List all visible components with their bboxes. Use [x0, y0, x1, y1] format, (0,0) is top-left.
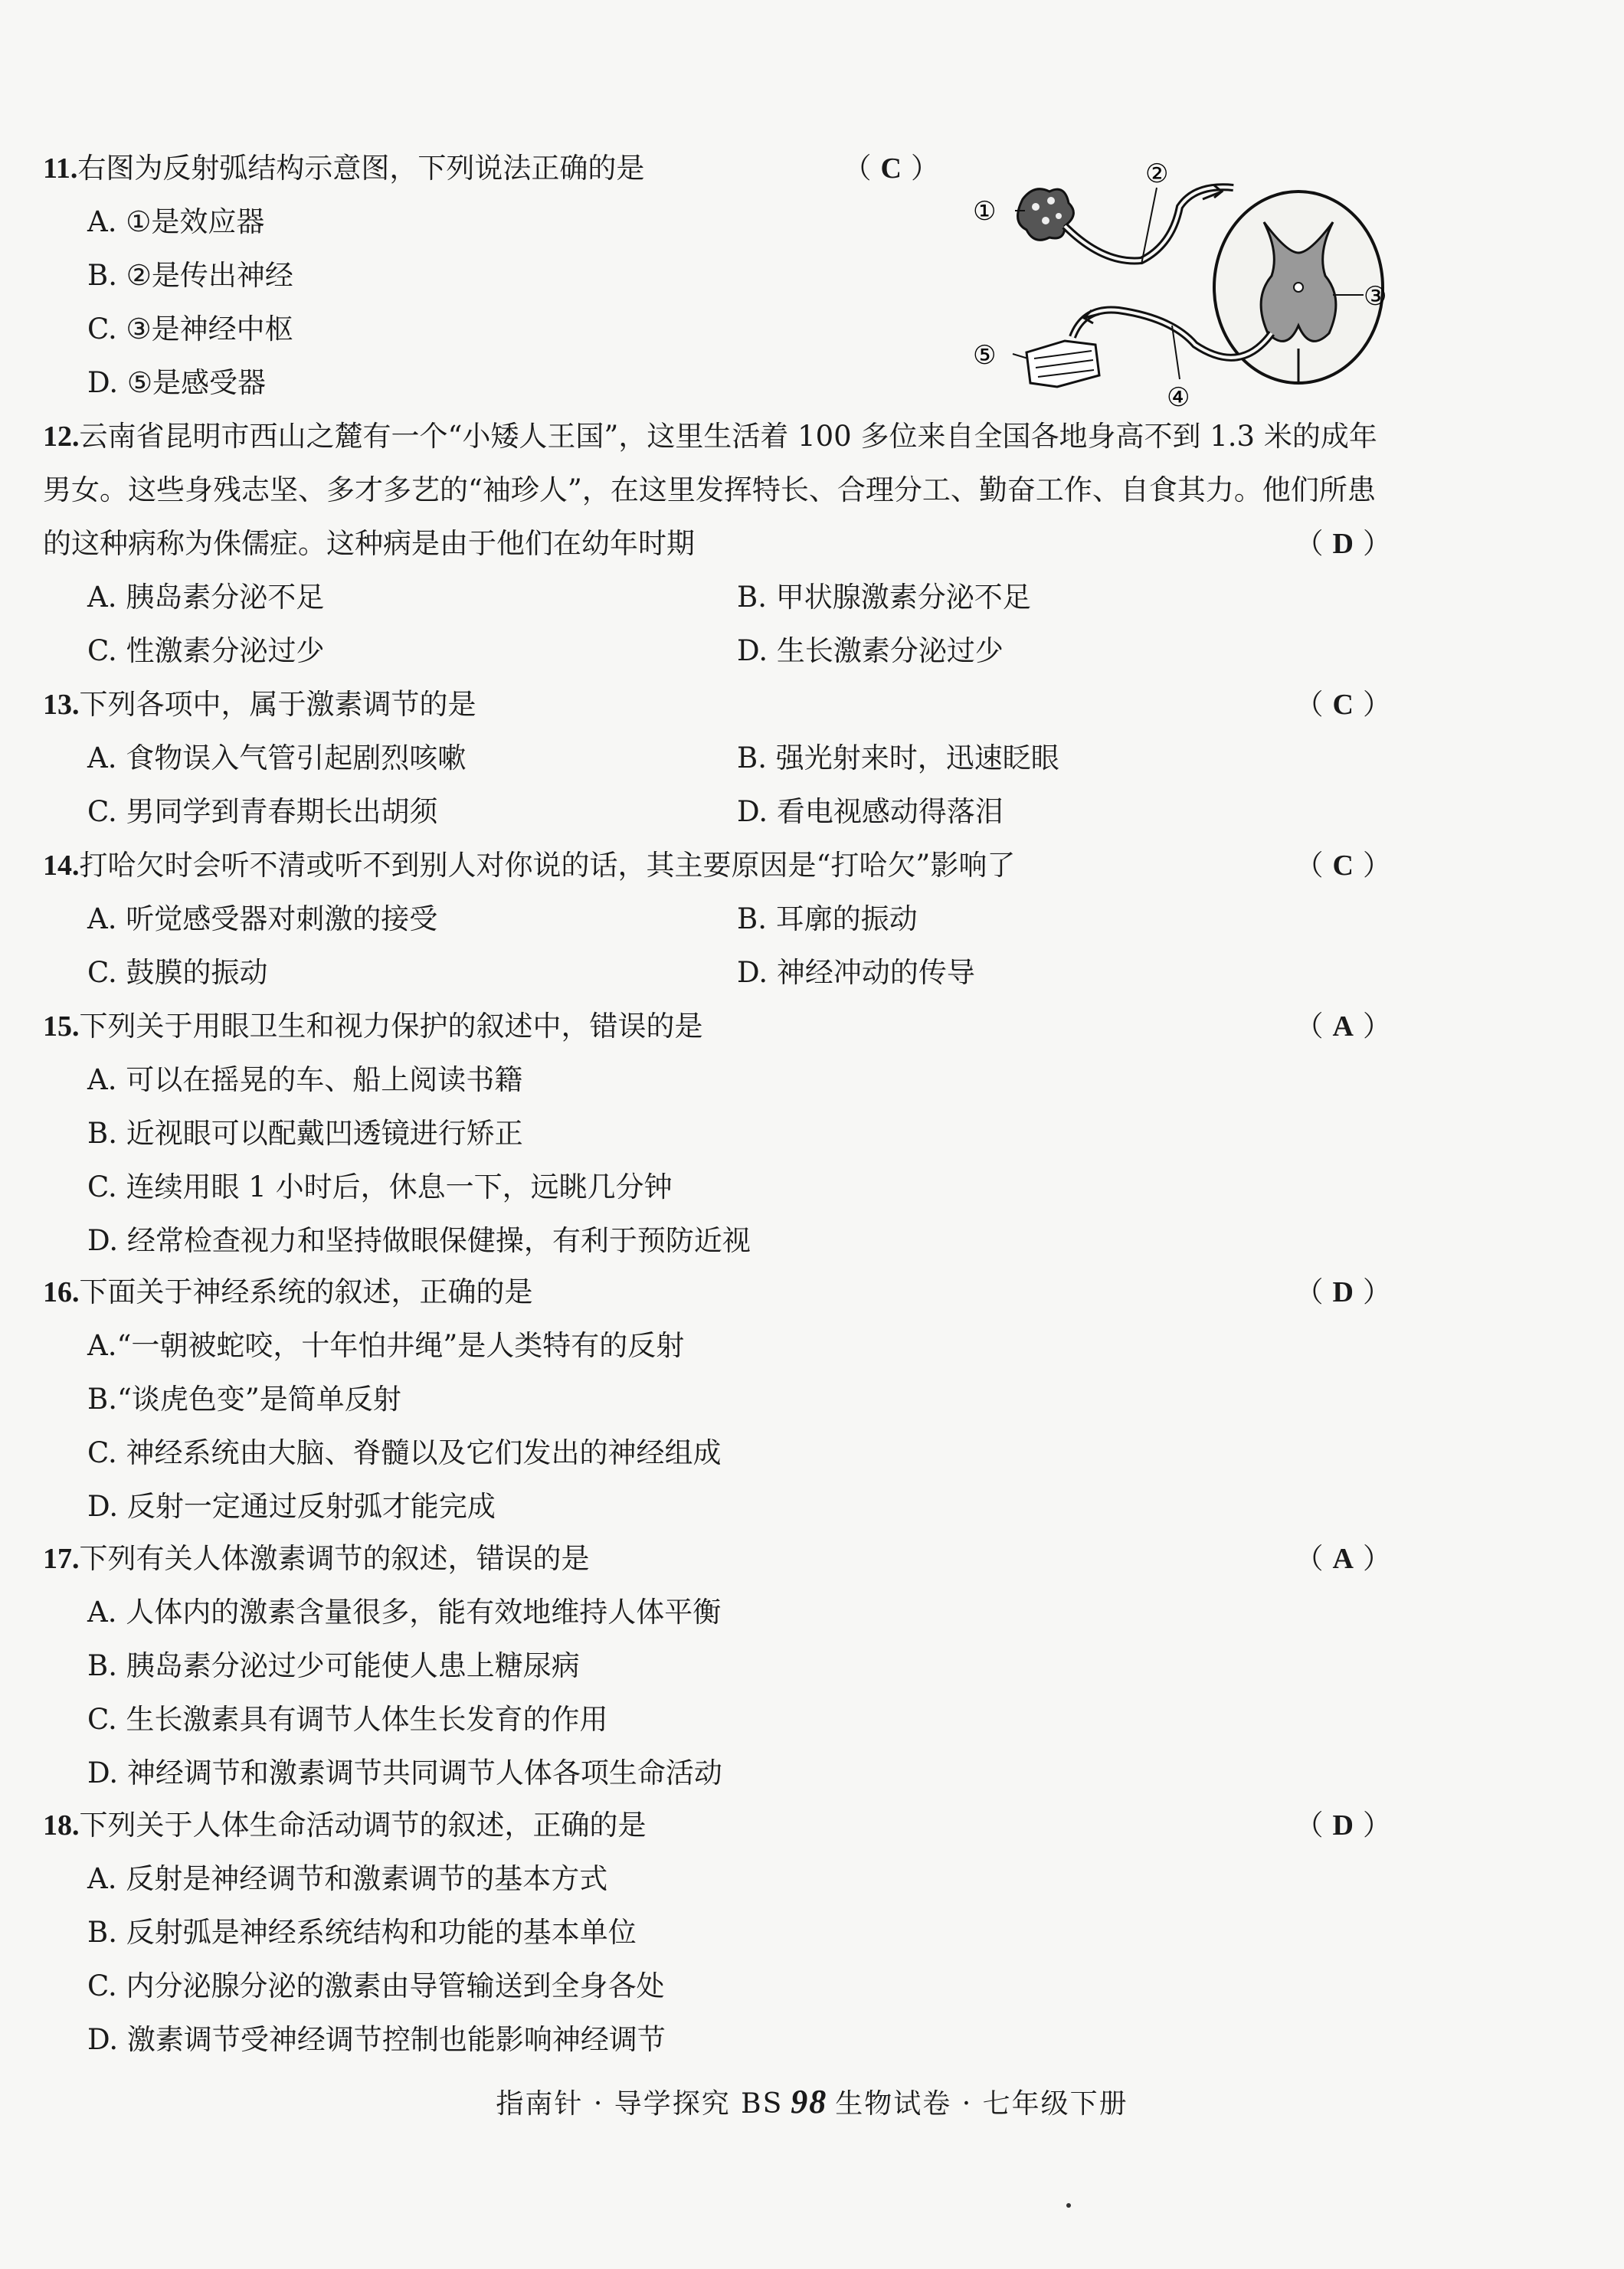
question-stem	[43, 1532, 1391, 1586]
option-list	[43, 1852, 1391, 2067]
option-a: A. 可以在摇晃的车、船上阅读书籍	[87, 1063, 523, 1096]
footer-series: 指南针 · 导学探究 BS	[496, 2088, 784, 2120]
option-d: D. 神经冲动的传导	[737, 956, 975, 989]
option-d: D. ⑤是感受器	[87, 366, 267, 399]
question-number: 16.	[43, 1276, 80, 1308]
option-b: B. 近视眼可以配戴凹透镜进行矫正	[87, 1117, 523, 1150]
question-stem	[43, 410, 1391, 571]
answer-letter: C	[1332, 689, 1354, 721]
question-number: 17.	[43, 1543, 80, 1575]
option-b: B. 甲状腺激素分泌不足	[737, 581, 1031, 614]
option-c: C. 性激素分泌过少	[87, 634, 325, 667]
option-d: D. 看电视感动得落泪	[737, 795, 1004, 828]
option-a: A. 反射是神经调节和激素调节的基本方式	[87, 1862, 608, 1895]
question-stem	[43, 1265, 1391, 1319]
question-text: 右图为反射弧结构示意图，下列说法正确的是	[77, 152, 645, 185]
option-d: D. 神经调节和激素调节共同调节人体各项生命活动	[87, 1757, 722, 1789]
question-stem	[43, 839, 1391, 892]
question-number: 15.	[43, 1010, 80, 1043]
question-stem	[43, 1000, 1391, 1053]
option-a: A. 人体内的激素含量很多，能有效地维持人体平衡	[87, 1596, 722, 1629]
question-12	[43, 410, 1391, 678]
answer-letter: A	[1332, 1010, 1354, 1043]
question-text: 云南省昆明市西山之麓有一个“小矮人王国”，这里生活着 100 多位来自全国各地身高不到 1.3 米的成年男女。这些身残志坚、多才多艺的“袖珍人”，在这里发挥特长、合理分工、勤奋工作、自食其力。他们所患的这种病称为侏儒症。这种病是由于他们在幼年时期	[43, 420, 1377, 560]
label-5: ⑤	[973, 340, 997, 371]
option-b: B.“谈虎色变”是简单反射	[87, 1383, 401, 1416]
label-3: ③	[1364, 281, 1387, 312]
option-c: C. ③是神经中枢	[87, 313, 293, 345]
answer-bracket: （ A ）	[1295, 1542, 1391, 1575]
page-number: 98	[791, 2083, 828, 2120]
option-d: D. 反射一定通过反射弧才能完成	[87, 1490, 496, 1523]
question-number: 18.	[43, 1809, 80, 1842]
question-stem	[43, 678, 1391, 732]
option-a: A.“一朝被蛇咬，十年怕井绳”是人类特有的反射	[87, 1329, 685, 1362]
option-list	[43, 732, 1391, 839]
question-text: 下列关于人体生命活动调节的叙述，正确的是	[79, 1809, 647, 1842]
footer-subject: 生物试卷 · 七年级下册	[835, 2088, 1128, 2120]
label-2: ②	[1145, 159, 1169, 189]
question-15	[43, 1000, 1391, 1268]
receptor-icon	[1018, 189, 1074, 241]
question-text: 下列有关人体激素调节的叙述，错误的是	[79, 1542, 590, 1575]
label-1: ①	[973, 196, 997, 227]
answer-letter: C	[880, 152, 902, 185]
question-17	[43, 1532, 1391, 1800]
option-a: A. 食物误入气管引起剧烈咳嗽	[87, 742, 467, 774]
option-b: B. 耳廓的振动	[737, 902, 918, 935]
question-16	[43, 1265, 1391, 1534]
option-list	[43, 892, 1391, 1000]
answer-letter: D	[1332, 1809, 1354, 1842]
option-c: C. 内分泌腺分泌的激素由导管输送到全身各处	[87, 1969, 665, 2002]
question-text: 下列关于用眼卫生和视力保护的叙述中，错误的是	[79, 1010, 703, 1043]
reflex-arc-diagram	[950, 153, 1394, 414]
question-number: 11.	[43, 152, 78, 185]
answer-letter: D	[1332, 528, 1354, 560]
option-list	[43, 571, 1391, 678]
answer-bracket: （ C ）	[1295, 849, 1391, 882]
option-a: A. ①是效应器	[87, 205, 265, 238]
option-c: C. 神经系统由大脑、脊髓以及它们发出的神经组成	[87, 1436, 722, 1469]
effector-icon	[1026, 341, 1099, 387]
option-d: D. 生长激素分泌过少	[737, 634, 1004, 667]
option-c: C. 连续用眼 1 小时后，休息一下，远眺几分钟	[87, 1171, 673, 1203]
question-text: 下面关于神经系统的叙述，正确的是	[79, 1275, 533, 1308]
option-c: C. 鼓膜的振动	[87, 956, 268, 989]
speck	[1066, 2203, 1071, 2208]
question-text: 下列各项中，属于激素调节的是	[79, 688, 476, 721]
answer-bracket: （ D ）	[1295, 1809, 1391, 1842]
option-list	[43, 1319, 1391, 1534]
answer-letter: C	[1332, 850, 1354, 882]
option-d: D. 经常检查视力和坚持做眼保健操，有利于预防近视	[87, 1224, 751, 1257]
label-4: ④	[1167, 382, 1190, 413]
option-a: A. 听觉感受器对刺激的接受	[87, 902, 438, 935]
answer-bracket: （ D ）	[1295, 1275, 1391, 1308]
question-stem	[43, 1799, 1391, 1852]
option-c: C. 生长激素具有调节人体生长发育的作用	[87, 1703, 608, 1736]
answer-bracket: （ A ）	[1295, 1010, 1391, 1043]
answer-bracket: （ C ）	[843, 152, 939, 185]
answer-letter: D	[1332, 1276, 1354, 1308]
option-b: B. 胰岛素分泌过少可能使人患上糖尿病	[87, 1649, 580, 1682]
option-list	[43, 1053, 1391, 1268]
question-text: 打哈欠时会听不清或听不到别人对你说的话，其主要原因是“打哈欠”影响了	[79, 849, 1016, 882]
option-b: B. ②是传出神经	[87, 259, 293, 292]
option-c: C. 男同学到青春期长出胡须	[87, 795, 438, 828]
question-number: 13.	[43, 689, 80, 721]
answer-bracket: （ D ）	[1295, 527, 1391, 560]
option-a: A. 胰岛素分泌不足	[87, 581, 325, 614]
page-footer	[0, 2082, 1624, 2121]
answer-letter: A	[1332, 1543, 1354, 1575]
question-number: 14.	[43, 850, 80, 882]
question-18	[43, 1799, 1391, 2067]
option-d: D. 激素调节受神经调节控制也能影响神经调节	[87, 2023, 666, 2056]
option-b: B. 强光射来时，迅速眨眼	[737, 742, 1059, 774]
option-b: B. 反射弧是神经系统结构和功能的基本单位	[87, 1916, 637, 1949]
answer-bracket: （ C ）	[1295, 688, 1391, 721]
option-list	[43, 1586, 1391, 1800]
question-14	[43, 839, 1391, 1000]
question-number: 12.	[43, 421, 80, 453]
question-13	[43, 678, 1391, 839]
